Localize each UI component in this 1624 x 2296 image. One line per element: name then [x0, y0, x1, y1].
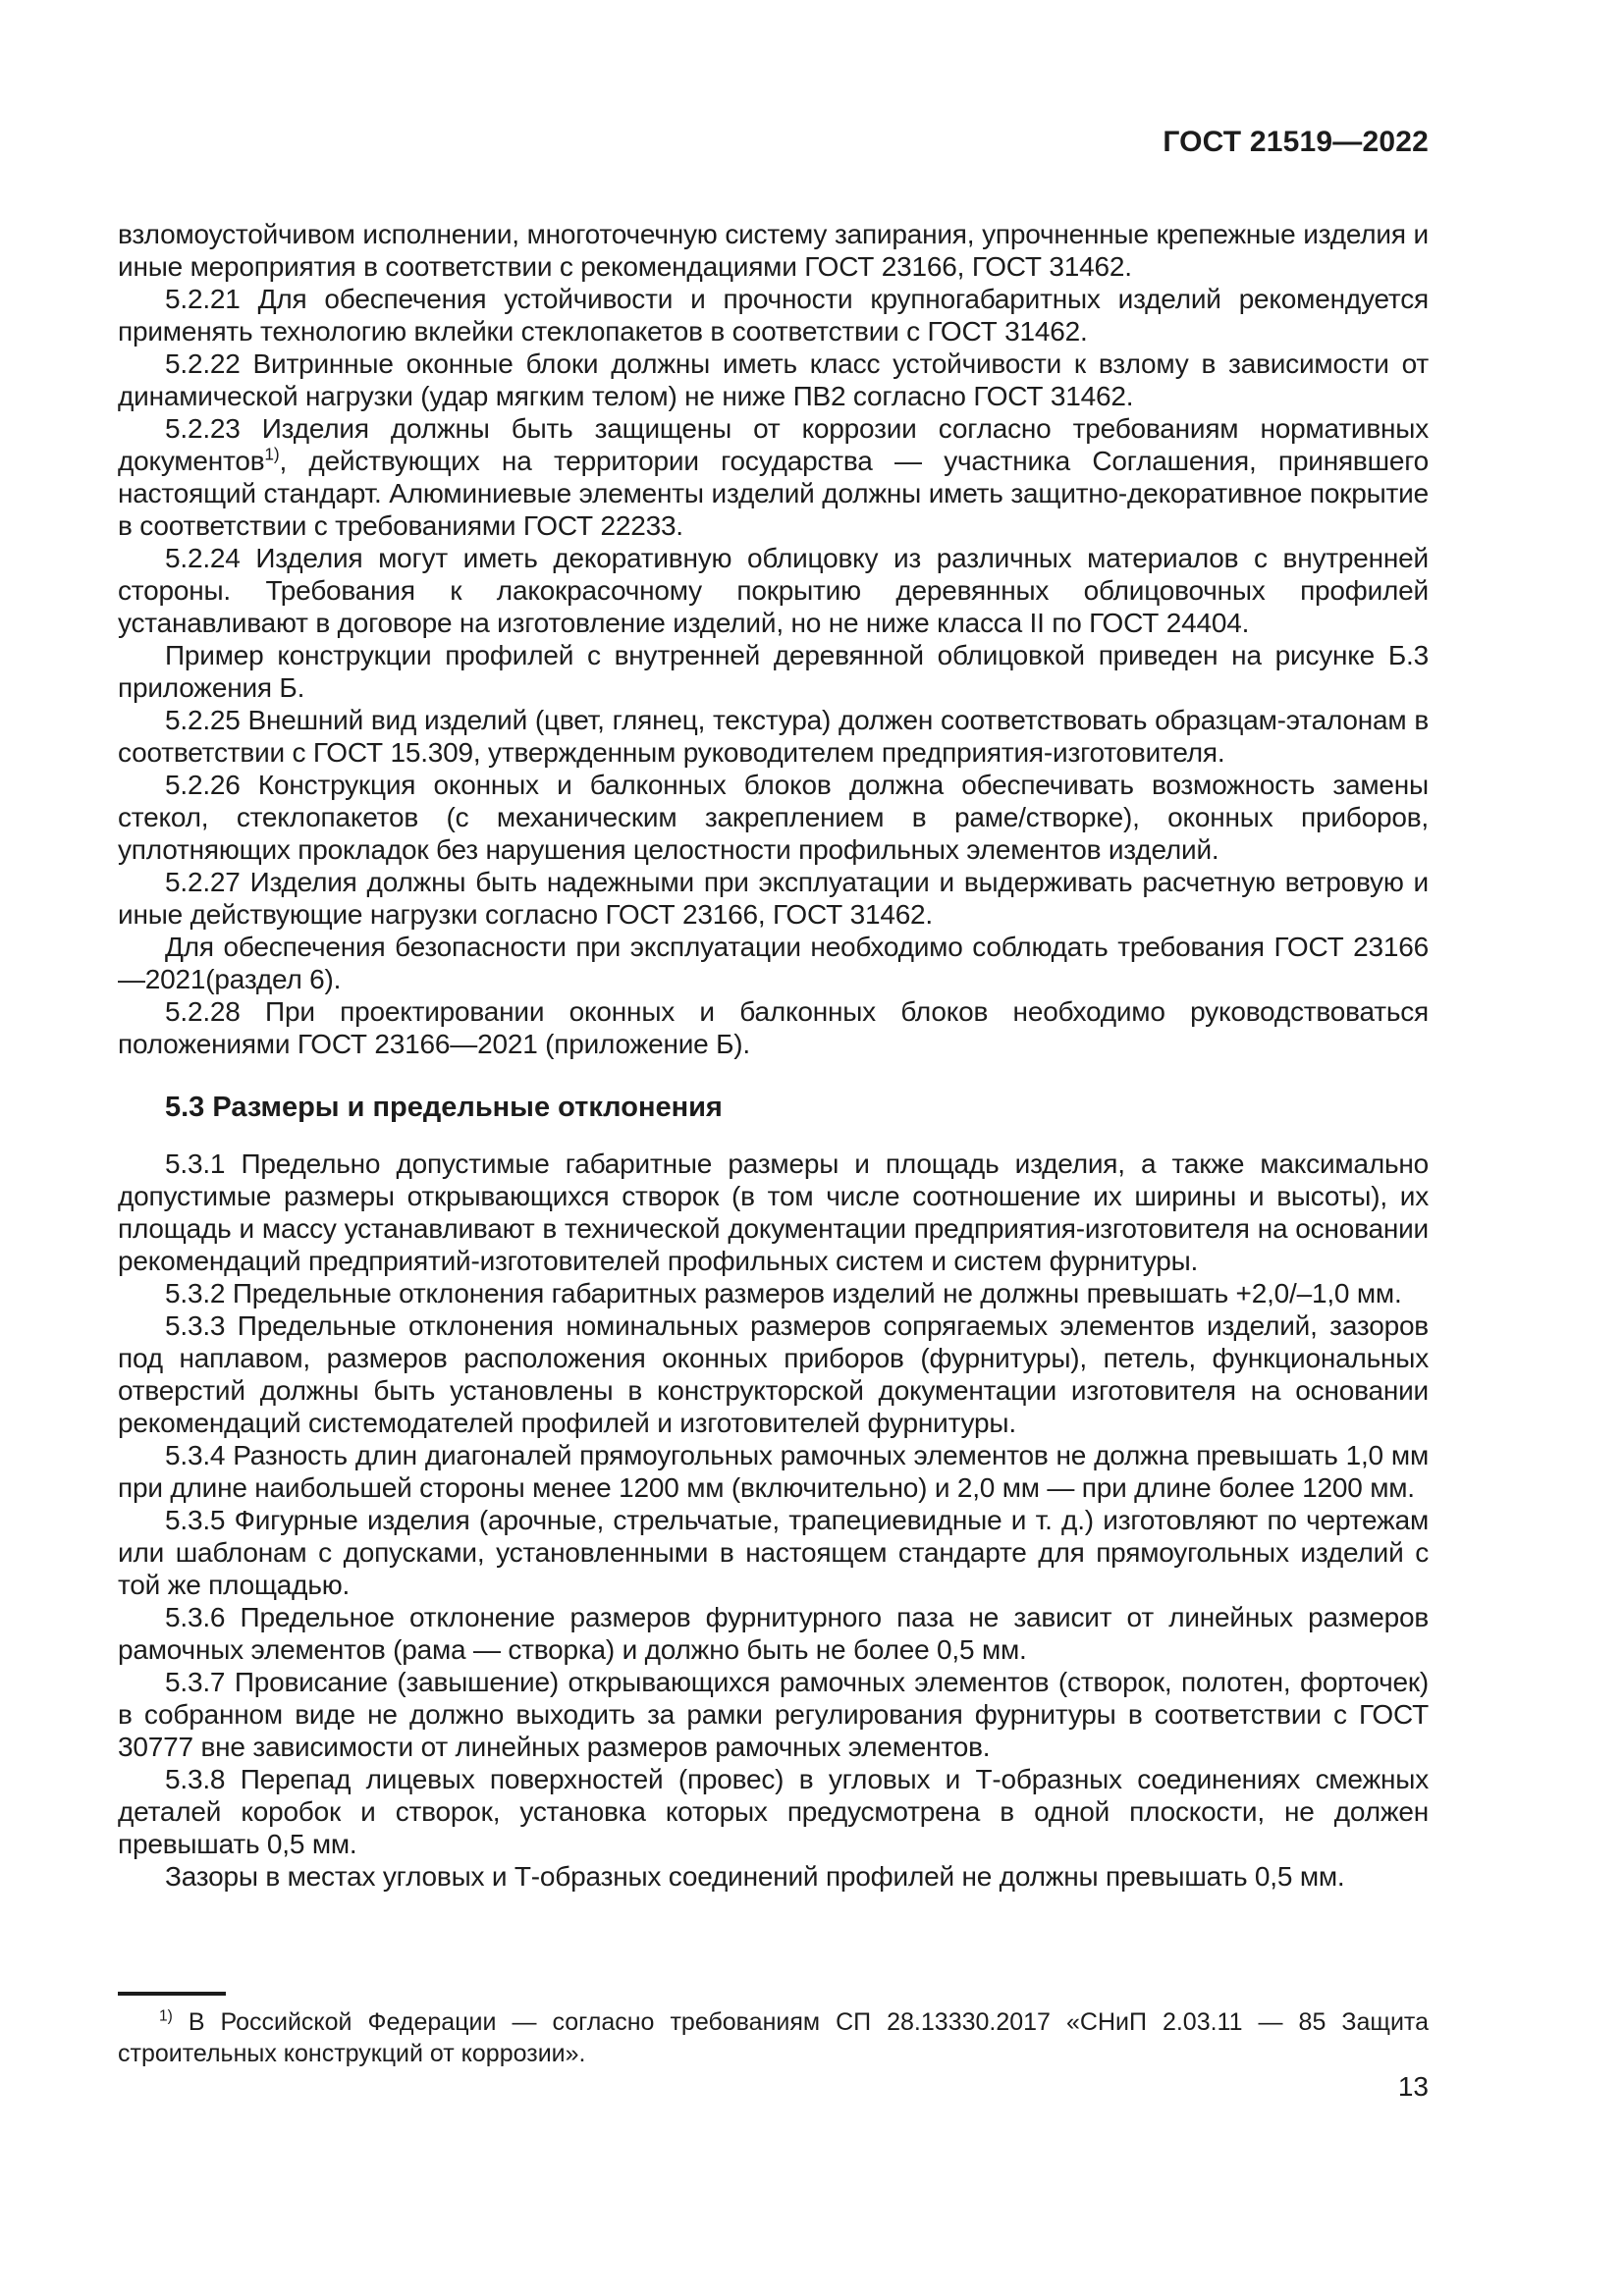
footnote-block: [118, 1992, 1429, 2069]
clause-5-3-7: 5.3.7 Провисание (завышение) открывающихся рамочных элементов (створок, полотен, форточек) в собранном виде не должно выходить за рамки регулирования фурнитуры в соответствии с ГОСТ 30777 вне зависимости от линейных размеров рамочных элементов.: [118, 1667, 1429, 1762]
clause-5-2-28: 5.2.28 При проектировании оконных и балконных блоков необходимо руководствоваться положениями ГОСТ 23166—2021 (приложение Б).: [118, 996, 1429, 1059]
clause-5-2-23-text-before: 5.2.23 Изделия должны быть защищены от коррозии согласно требованиям нормативных документов: [118, 413, 1429, 476]
clause-5-2-23-text-after: , действующих на территории государства — участника Соглашения, принявшего настоящий стандарт. Алюминиевые элементы изделий должны иметь защитно-декоративное покрытие в соответствии с требованиями ГОСТ 22233.: [118, 446, 1429, 541]
footnote-text: [118, 2006, 1429, 2069]
paragraph-continuation: взломоустойчивом исполнении, многоточечную систему запирания, упрочненные крепежные изделия и иные мероприятия в соответствии с рекомендациями ГОСТ 23166, ГОСТ 31462.: [118, 219, 1429, 282]
clause-5-3-8: 5.3.8 Перепад лицевых поверхностей (провес) в угловых и Т-образных соединениях смежных деталей коробок и створок, установка которых предусмотрена в одной плоскости, не должен превышать 0,5 мм.: [118, 1764, 1429, 1859]
clause-5-2-24: 5.2.24 Изделия могут иметь декоративную облицовку из различных материалов с внутренней стороны. Требования к лакокрасочному покрытию деревянных облицовочных профилей устанавливают в договоре на изготовление изделий, но не ниже класса II по ГОСТ 24404.: [118, 543, 1429, 638]
document-body: [118, 218, 1429, 1893]
section-heading-5-3: 5.3 Размеры и предельные отклонения: [165, 1092, 723, 1123]
page-number: 13: [1397, 2071, 1429, 2102]
clause-5-2-27: 5.2.27 Изделия должны быть надежными при эксплуатации и выдерживать расчетную ветровую и иные действующие нагрузки согласно ГОСТ 23166, ГОСТ 31462.: [118, 867, 1429, 930]
footnote-reference-marker: 1): [264, 444, 280, 464]
footnote-marker: 1): [159, 2007, 173, 2025]
clause-5-2-21: 5.2.21 Для обеспечения устойчивости и прочности крупногабаритных изделий рекомендуется применять технологию вклейки стеклопакетов в соответствии с ГОСТ 31462.: [118, 284, 1429, 347]
clause-5-3-6: 5.3.6 Предельное отклонение размеров фурнитурного паза не зависит от линейных размеров рамочных элементов (рама — створка) и должно быть не более 0,5 мм.: [118, 1602, 1429, 1665]
clause-5-2-25: 5.2.25 Внешний вид изделий (цвет, глянец, текстура) должен соответствовать образцам-эталонам в соответствии с ГОСТ 15.309, утвержденным руководителем предприятия-изготовителя.: [118, 705, 1429, 768]
clause-5-3-4: 5.3.4 Разность длин диагоналей прямоугольных рамочных элементов не должна превышать 1,0 мм при длине наибольшей стороны менее 1200 мм (включительно) и 2,0 мм — при длине более 1200 мм.: [118, 1440, 1429, 1503]
footnote-body-text: В Российской Федерации — согласно требованиям СП 28.13330.2017 «СНиП 2.03.11 — 85 Защита строительных конструкций от коррозии».: [118, 2008, 1429, 2067]
footnote-separator-rule: [118, 1992, 226, 1996]
clause-5-3-5: 5.3.5 Фигурные изделия (арочные, стрельчатые, трапециевидные и т. д.) изготовляют по чертежам или шаблонам с допусками, установленными в настоящем стандарте для прямоугольных изделий с той же площадью.: [118, 1505, 1429, 1600]
paragraph-gaps-note: Зазоры в местах угловых и Т-образных соединений профилей не должны превышать 0,5 мм.: [165, 1861, 1345, 1892]
clause-5-2-26: 5.2.26 Конструкция оконных и балконных блоков должна обеспечивать возможность замены стекол, стеклопакетов (с механическим закреплением в раме/створке), оконных приборов, уплотняющих прокладок без нарушения целостности профильных элементов изделий.: [118, 770, 1429, 865]
clause-5-2-22: 5.2.22 Витринные оконные блоки должны иметь класс устойчивости к взлому в зависимости от динамической нагрузки (удар мягким телом) не ниже ПВ2 согласно ГОСТ 31462.: [118, 348, 1429, 411]
paragraph-safety-note: Для обеспечения безопасности при эксплуатации необходимо соблюдать требования ГОСТ 23166—2021(раздел 6).: [118, 932, 1429, 994]
clause-5-3-2: 5.3.2 Предельные отклонения габаритных размеров изделий не должны превышать +2,0/–1,0 мм.: [165, 1278, 1402, 1308]
clause-5-2-23: [118, 412, 1429, 542]
running-header-standard-code: ГОСТ 21519—2022: [1163, 126, 1429, 158]
clause-5-3-3: 5.3.3 Предельные отклонения номинальных размеров сопрягаемых элементов изделий, зазоров под наплавом, размеров расположения оконных приборов (фурнитуры), петель, функциональных отверстий должны быть установлены в конструкторской документации изготовителя на основании рекомендаций системодателей профилей и изготовителей фурнитуры.: [118, 1310, 1429, 1438]
paragraph-example-note: Пример конструкции профилей с внутренней деревянной облицовкой приведен на рисунке Б.3 приложения Б.: [118, 640, 1429, 703]
clause-5-3-1: 5.3.1 Предельно допустимые габаритные размеры и площадь изделия, а также максимально допустимые размеры открывающихся створок (в том числе соотношение их ширины и высоты), их площадь и массу устанавливают в технической документации предприятия-изготовителя на основании рекомендаций предприятий-изготовителей профильных систем и систем фурнитуры.: [118, 1148, 1429, 1276]
